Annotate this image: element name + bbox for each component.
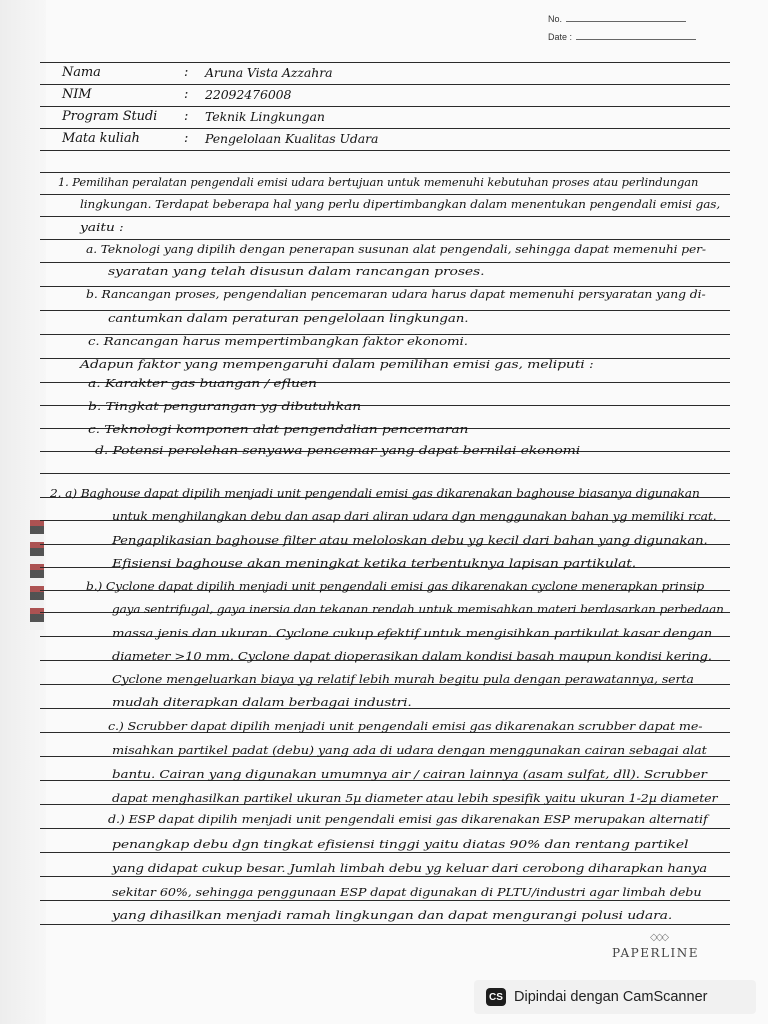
no-label: No.: [548, 14, 563, 24]
answer-line: penangkap debu dgn tingkat efisiensi tinggi yaitu diatas 90% dan rentang partikel: [112, 838, 689, 851]
answer-line: sekitar 60%, sehingga penggunaan ESP dapat digunakan di PLTU/industri agar limbah debu: [112, 886, 702, 899]
answer-line: b. Rancangan proses, pengendalian pencemaran udara harus dapat memenuhi persyaratan yang di-: [86, 288, 706, 301]
answer-line: diameter >10 mm. Cyclone dapat dioperasikan dalam kondisi basah maupun kondisi kering.: [112, 650, 712, 663]
camscanner-watermark: [474, 980, 756, 1014]
camscanner-icon: CS: [486, 988, 506, 1006]
answer-line: lingkungan. Terdapat beberapa hal yang perlu dipertimbangkan dalam menentukan pengendali emisi gas,: [80, 198, 721, 211]
info-value: 22092476008: [205, 87, 292, 102]
info-value: Teknik Lingkungan: [205, 109, 325, 124]
ruled-line: [40, 262, 730, 263]
answer-line: b.) Cyclone dapat dipilih menjadi unit pengendali emisi gas dikarenakan cyclone menerapkan prinsip: [86, 580, 705, 593]
date-label: Date :: [548, 32, 573, 42]
info-colon: :: [184, 87, 189, 102]
info-label: Mata kuliah: [62, 131, 140, 146]
notebook-binding: [30, 520, 44, 630]
ruled-line: [40, 239, 730, 240]
answer-line: dapat menghasilkan partikel ukuran 5µ diameter atau lebih spesifik yaitu ukuran 1-2µ diameter: [112, 792, 718, 805]
answer-line: massa jenis dan ukuran. Cyclone cukup efektif untuk mengisihkan partikulat kasar dengan: [112, 627, 713, 640]
answer-line: untuk menghilangkan debu dan asap dari aliran udara dgn menggunakan bahan yg memiliki rcat.: [112, 510, 717, 523]
answer-line: Adapun faktor yang mempengaruhi dalam pemilihan emisi gas, meliputi :: [80, 358, 594, 371]
answer-line: a. Teknologi yang dipilih dengan penerapan susunan alat pengendali, sehingga dapat memenuhi per-: [86, 243, 706, 256]
info-label: Nama: [62, 65, 101, 80]
answer-line: d.) ESP dapat dipilih menjadi unit pengendali emisi gas dikarenakan ESP merupakan alternatif: [108, 813, 708, 826]
answer-line: syaratan yang telah disusun dalam rancangan proses.: [108, 265, 485, 278]
answer-line: 2. a) Baghouse dapat dipilih menjadi unit pengendali emisi gas dikarenakan baghouse biasanya digunakan: [50, 487, 700, 500]
ruled-line: [40, 286, 730, 287]
answer-line: c. Teknologi komponen alat pengendalian pencemaran: [88, 423, 469, 436]
ruled-line: [40, 62, 730, 63]
answer-line: Cyclone mengeluarkan biaya yg relatif lebih murah begitu pula dengan perawatannya, serta: [112, 673, 694, 686]
info-colon: :: [184, 131, 189, 146]
no-field: [548, 13, 686, 24]
ruled-line: [40, 852, 730, 853]
page-margin: [0, 0, 46, 1024]
ruled-line: [40, 84, 730, 85]
ruled-line: [40, 128, 730, 129]
answer-line: yaitu :: [80, 221, 124, 234]
info-colon: :: [184, 109, 189, 124]
ruled-line: [40, 900, 730, 901]
info-value: Aruna Vista Azzahra: [205, 65, 333, 80]
info-label: NIM: [62, 87, 92, 102]
ruled-line: [40, 216, 730, 217]
answer-line: Efisiensi baghouse akan meningkat ketika terbentuknya lapisan partikulat.: [112, 557, 637, 570]
brand-logo-icon: ◇◇◇: [650, 932, 668, 943]
answer-line: 1. Pemilihan peralatan pengendali emisi udara bertujuan untuk memenuhi kebutuhan proses atau perlindungan: [58, 176, 699, 189]
answer-line: d. Potensi perolehan senyawa pencemar yang dapat bernilai ekonomi: [95, 444, 581, 457]
answer-line: misahkan partikel padat (debu) yang ada di udara dengan menggunakan cairan sebagai alat: [112, 744, 707, 757]
answer-line: yang dihasilkan menjadi ramah lingkungan dan dapat mengurangi polusi udara.: [112, 909, 673, 922]
answer-line: yang didapat cukup besar. Jumlah limbah debu yg keluar dari cerobong diharapkan hanya: [112, 862, 708, 875]
answer-line: c. Rancangan harus mempertimbangkan faktor ekonomi.: [88, 335, 468, 348]
answer-line: a. Karakter gas buangan / efluen: [88, 377, 317, 390]
answer-line: b. Tingkat pengurangan yg dibutuhkan: [88, 400, 362, 413]
info-label: Program Studi: [62, 109, 158, 124]
camscanner-text: Dipindai dengan CamScanner: [514, 989, 708, 1005]
date-field: [548, 31, 696, 42]
answer-line: c.) Scrubber dapat dipilih menjadi unit pengendali emisi gas dikarenakan scrubber dapat me-: [108, 720, 703, 733]
ruled-line: [40, 106, 730, 107]
ruled-line: [40, 310, 730, 311]
answer-line: cantumkan dalam peraturan pengelolaan lingkungan.: [108, 312, 469, 325]
answer-line: Pengaplikasian baghouse filter atau meloloskan debu yg kecil dari bahan yang digunakan.: [112, 534, 708, 547]
ruled-line: [40, 473, 730, 474]
ruled-line: [40, 828, 730, 829]
ruled-line: [40, 876, 730, 877]
ruled-line: [40, 924, 730, 925]
brand-name: PAPERLINE: [612, 946, 699, 960]
answer-line: gaya sentrifugal, gaya inersia dan tekanan rendah untuk memisahkan materi berdasarkan perbedaan: [112, 603, 724, 616]
ruled-line: [40, 194, 730, 195]
info-value: Pengelolaan Kualitas Udara: [205, 131, 379, 146]
ruled-line: [40, 150, 730, 151]
ruled-line: [40, 172, 730, 173]
answer-line: bantu. Cairan yang digunakan umumnya air / cairan lainnya (asam sulfat, dll). Scrubber: [112, 768, 707, 781]
info-colon: :: [184, 65, 189, 80]
answer-line: mudah diterapkan dalam berbagai industri.: [112, 696, 412, 709]
